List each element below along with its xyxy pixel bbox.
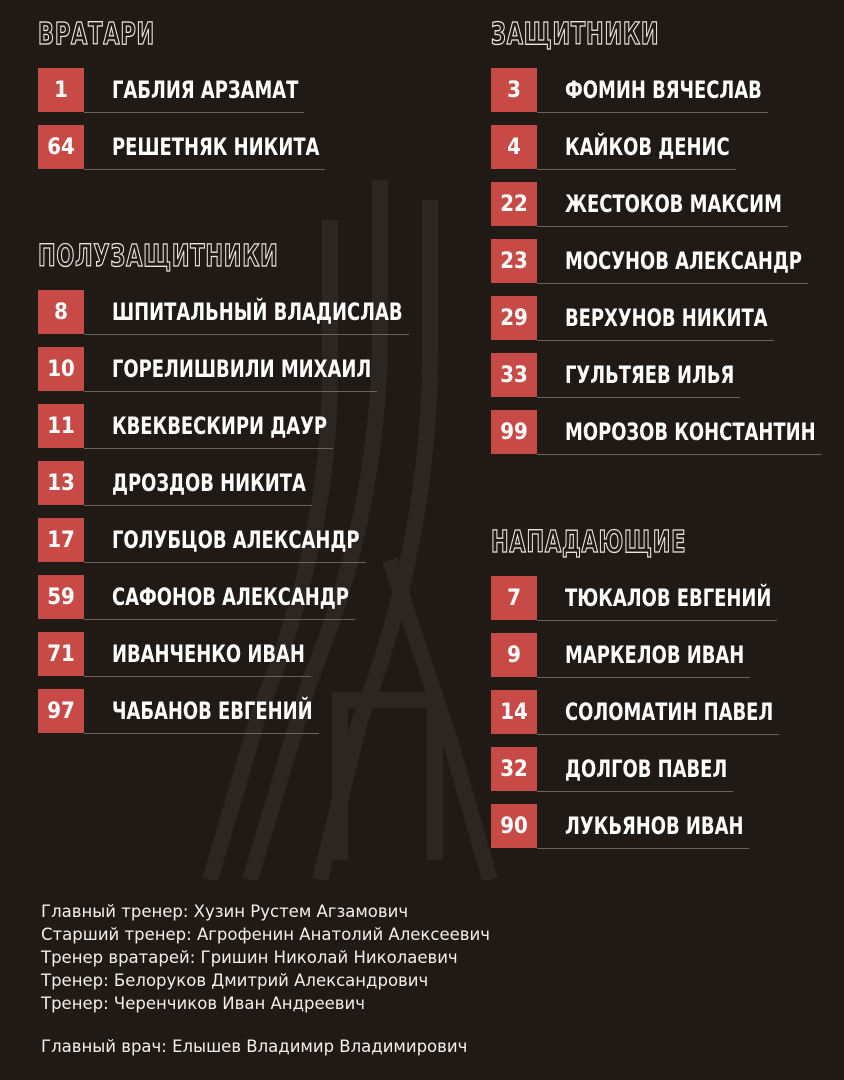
- player-row: [38, 689, 458, 746]
- player-name: КАЙКОВ ДЕНИС: [565, 133, 730, 161]
- row-underline: [84, 112, 304, 113]
- player-row: [38, 518, 458, 575]
- row-underline: [537, 677, 750, 678]
- row-underline: [537, 340, 774, 341]
- staff-list: [41, 900, 490, 1058]
- row-underline: [537, 734, 779, 735]
- player-row: [38, 68, 458, 125]
- player-row: [491, 125, 831, 182]
- row-underline: [537, 226, 788, 227]
- row-underline: [84, 505, 312, 506]
- row-underline: [537, 169, 736, 170]
- row-underline: [84, 169, 325, 170]
- player-number: 33: [491, 353, 537, 397]
- player-name: ЧАБАНОВ ЕВГЕНИЙ: [112, 697, 313, 725]
- player-name: ФОМИН ВЯЧЕСЛАВ: [565, 76, 762, 104]
- row-underline: [84, 448, 333, 449]
- player-row: [491, 576, 831, 633]
- row-underline: [537, 620, 777, 621]
- player-number: 64: [38, 125, 84, 169]
- player-number: 99: [491, 410, 537, 454]
- player-number: 3: [491, 68, 537, 112]
- player-row: [491, 296, 831, 353]
- player-name: РЕШЕТНЯК НИКИТА: [112, 133, 320, 161]
- coach: Тренер: Черенчиков Иван Андреевич: [41, 994, 365, 1013]
- section-title: ВРАТАРИ: [38, 17, 155, 52]
- player-list: [38, 290, 458, 746]
- goalkeepers-section: [38, 18, 458, 182]
- player-name: СОЛОМАТИН ПАВЕЛ: [565, 698, 774, 726]
- senior-coach: Старший тренер: Агрофенин Анатолий Алексеевич: [41, 925, 490, 944]
- player-number: 17: [38, 518, 84, 562]
- row-underline: [84, 562, 366, 563]
- player-number: 10: [38, 347, 84, 391]
- player-name: ШПИТАЛЬНЫЙ ВЛАДИСЛАВ: [112, 298, 403, 326]
- player-name: ГУЛЬТЯЕВ ИЛЬЯ: [565, 361, 735, 389]
- player-name: САФОНОВ АЛЕКСАНДР: [112, 583, 349, 611]
- row-underline: [537, 791, 733, 792]
- player-number: 9: [491, 633, 537, 677]
- player-list: [491, 576, 831, 861]
- row-underline: [84, 334, 409, 335]
- player-number: 13: [38, 461, 84, 505]
- player-number: 7: [491, 576, 537, 620]
- player-row: [491, 633, 831, 690]
- player-number: 97: [38, 689, 84, 733]
- player-row: [491, 804, 831, 861]
- player-list: [491, 68, 831, 467]
- section-title: ЗАЩИТНИКИ: [491, 17, 660, 52]
- section-title: НАПАДАЮЩИЕ: [491, 525, 687, 560]
- player-number: 1: [38, 68, 84, 112]
- row-underline: [537, 454, 822, 455]
- row-underline: [537, 397, 740, 398]
- player-number: 23: [491, 239, 537, 283]
- row-underline: [84, 676, 311, 677]
- forwards-section: [491, 526, 831, 861]
- player-name: ИВАНЧЕНКО ИВАН: [112, 640, 305, 668]
- player-number: 8: [38, 290, 84, 334]
- player-name: ВЕРХУНОВ НИКИТА: [565, 304, 768, 332]
- player-number: 90: [491, 804, 537, 848]
- row-underline: [537, 112, 768, 113]
- row-underline: [537, 848, 749, 849]
- player-row: [491, 68, 831, 125]
- player-row: [491, 182, 831, 239]
- midfielders-section: [38, 240, 458, 746]
- player-number: 4: [491, 125, 537, 169]
- player-number: 11: [38, 404, 84, 448]
- player-row: [38, 347, 458, 404]
- player-row: [491, 353, 831, 410]
- player-name: ГОЛУБЦОВ АЛЕКСАНДР: [112, 526, 360, 554]
- player-number: 32: [491, 747, 537, 791]
- coach: Тренер: Белоруков Дмитрий Александрович: [41, 971, 429, 990]
- player-number: 59: [38, 575, 84, 619]
- player-name: ГАБЛИЯ АРЗАМАТ: [112, 76, 299, 104]
- player-number: 22: [491, 182, 537, 226]
- section-title: ПОЛУЗАЩИТНИКИ: [38, 239, 279, 274]
- player-name: ДРОЗДОВ НИКИТА: [112, 469, 306, 497]
- defenders-section: [491, 18, 831, 467]
- player-row: [491, 747, 831, 804]
- head-doctor: Главный врач: Елышев Владимир Владимирович: [41, 1037, 468, 1056]
- player-number: 29: [491, 296, 537, 340]
- player-name: ЖЕСТОКОВ МАКСИМ: [565, 190, 782, 218]
- player-row: [38, 461, 458, 518]
- row-underline: [84, 619, 355, 620]
- player-name: КВЕКВЕСКИРИ ДАУР: [112, 412, 328, 440]
- head-coach: Главный тренер: Хузин Рустем Агзамович: [41, 902, 409, 921]
- player-name: МАРКЕЛОВ ИВАН: [565, 641, 745, 669]
- player-row: [38, 404, 458, 461]
- player-list: [38, 68, 458, 182]
- row-underline: [84, 391, 377, 392]
- row-underline: [84, 733, 319, 734]
- player-row: [491, 239, 831, 296]
- player-number: 71: [38, 632, 84, 676]
- player-name: МОСУНОВ АЛЕКСАНДР: [565, 247, 802, 275]
- player-row: [38, 125, 458, 182]
- player-row: [38, 575, 458, 632]
- player-row: [491, 410, 831, 467]
- player-name: ДОЛГОВ ПАВЕЛ: [565, 755, 728, 783]
- goalkeeper-coach: Тренер вратарей: Гришин Николай Николаевич: [41, 948, 458, 967]
- player-name: ЛУКЬЯНОВ ИВАН: [565, 812, 744, 840]
- player-name: ГОРЕЛИШВИЛИ МИХАИЛ: [112, 355, 372, 383]
- row-underline: [537, 283, 808, 284]
- player-name: ТЮКАЛОВ ЕВГЕНИЙ: [565, 584, 772, 612]
- player-name: МОРОЗОВ КОНСТАНТИН: [565, 418, 816, 446]
- player-row: [491, 690, 831, 747]
- player-row: [38, 290, 458, 347]
- player-number: 14: [491, 690, 537, 734]
- player-row: [38, 632, 458, 689]
